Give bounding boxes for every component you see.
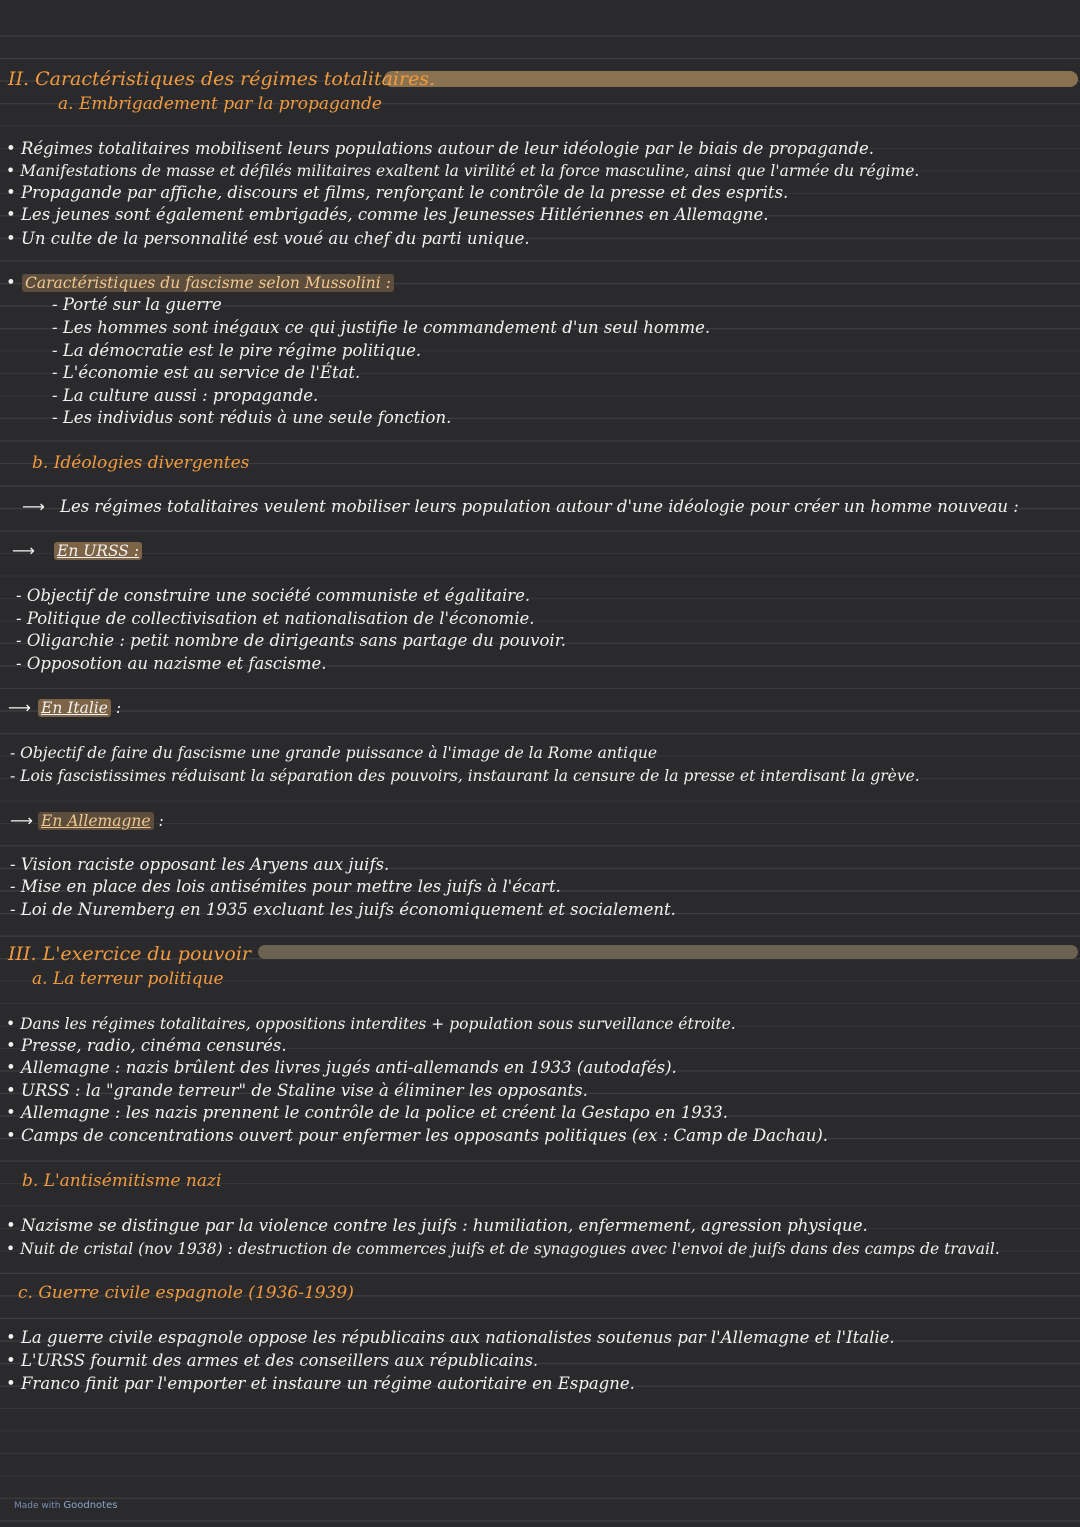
list-item: - Politique de collectivisation et nationalisation de l'économie. <box>16 609 535 628</box>
list-item: • Propagande par affiche, discours et films, renforçant le contrôle de la presse et des esprits. <box>6 183 789 202</box>
arrow-right-icon: ⟶ <box>22 497 45 516</box>
list-item: • Les jeunes sont également embrigadés, comme les Jeunesses Hitlériennes en Allemagne. <box>6 205 769 224</box>
list-item: - Vision raciste opposant les Aryens aux juifs. <box>10 855 390 874</box>
list-item: • L'URSS fournit des armes et des conseillers aux républicains. <box>6 1351 539 1370</box>
list-item: - Porté sur la guerre <box>52 295 222 314</box>
fascism-bullet: • <box>6 273 16 292</box>
list-item: • Presse, radio, cinéma censurés. <box>6 1036 287 1055</box>
list-item: - Objectif de faire du fascisme une grande puissance à l'image de la Rome antique <box>10 744 658 762</box>
list-item: - Loi de Nuremberg en 1935 excluant les juifs économiquement et socialement. <box>10 900 676 919</box>
arrow-right-icon: ⟶ <box>12 541 35 560</box>
list-item: • Nazisme se distingue par la violence contre les juifs : humiliation, enfermement, agression physique. <box>6 1216 868 1235</box>
list-item: - Les individus sont réduis à une seule fonction. <box>52 408 452 427</box>
watermark-prefix: Made with <box>14 1501 61 1511</box>
allemagne-label: En Allemagne : <box>38 810 164 832</box>
list-item: - La culture aussi : propagande. <box>52 386 319 405</box>
section3-sub-b-title: b. L'antisémitisme nazi <box>22 1171 222 1191</box>
list-item: • Un culte de la personnalité est voué au chef du parti unique. <box>6 229 530 248</box>
list-item: • Dans les régimes totalitaires, oppositions interdites + population sous surveillance étroite. <box>6 1015 736 1033</box>
urss-label <box>54 540 142 562</box>
section3-title-highlight <box>258 945 1078 959</box>
italie-label-text: En Italie <box>38 699 111 717</box>
list-item: • Régimes totalitaires mobilisent leurs populations autour de leur idéologie par le biais de propagande. <box>6 139 874 158</box>
arrow-right-icon: ⟶ <box>8 698 31 717</box>
section2-title-highlight <box>384 71 1078 87</box>
list-item: - L'économie est au service de l'État. <box>52 363 361 382</box>
list-item: - Oligarchie : petit nombre de dirigeants sans partage du pouvoir. <box>16 631 567 650</box>
section2-title: II. Caractéristiques des régimes totalitaires. <box>8 68 436 90</box>
list-item: • Franco finit par l'emporter et instaure un régime autoritaire en Espagne. <box>6 1374 635 1393</box>
section2-sub-b-title: b. Idéologies divergentes <box>32 453 250 473</box>
list-item: - Les hommes sont inégaux ce qui justifie le commandement d'un seul homme. <box>52 318 711 337</box>
list-item: • Manifestations de masse et défilés militaires exaltent la virilité et la force masculine, ainsi que l'armée du régime. <box>6 162 920 180</box>
watermark-brand: Goodnotes <box>63 1500 118 1511</box>
allemagne-label-text: En Allemagne <box>38 812 154 830</box>
fascism-label <box>22 272 394 294</box>
list-item: • Nuit de cristal (nov 1938) : destruction de commerces juifs et de synagogues avec l'envoi de juifs dans des camps de travail. <box>6 1240 1000 1258</box>
arrow-right-icon: ⟶ <box>10 811 33 830</box>
list-item: - La démocratie est le pire régime politique. <box>52 341 422 360</box>
italie-label: En Italie : <box>38 697 121 719</box>
section3-sub-a-title: a. La terreur politique <box>32 969 224 989</box>
list-item: • URSS : la "grande terreur" de Staline vise à éliminer les opposants. <box>6 1081 588 1100</box>
list-item: • Allemagne : les nazis prennent le contrôle de la police et créent la Gestapo en 1933. <box>6 1103 729 1122</box>
list-item: • La guerre civile espagnole oppose les républicains aux nationalistes soutenus par l'Allemagne et l'Italie. <box>6 1328 895 1347</box>
list-item: • Allemagne : nazis brûlent des livres jugés anti-allemands en 1933 (autodafés). <box>6 1058 677 1077</box>
section3-title: III. L'exercice du pouvoir <box>8 943 251 965</box>
list-item: • Camps de concentrations ouvert pour enfermer les opposants politiques (ex : Camp de Dachau). <box>6 1126 829 1145</box>
section2-sub-a-title: a. Embrigadement par la propagande <box>58 94 382 114</box>
list-item: - Mise en place des lois antisémites pour mettre les juifs à l'écart. <box>10 877 561 896</box>
section3-sub-c-title: c. Guerre civile espagnole (1936-1939) <box>18 1283 354 1303</box>
fascism-label-text: Caractéristiques du fascisme selon Mussolini : <box>22 274 394 292</box>
list-item: - Objectif de construire une société communiste et égalitaire. <box>16 586 531 605</box>
list-item: - Lois fascistissimes réduisant la séparation des pouvoirs, instaurant la censure de la presse et interdisant la grève. <box>10 767 920 785</box>
list-item: - Opposotion au nazisme et fascisme. <box>16 654 327 673</box>
ideology-intro: Les régimes totalitaires veulent mobiliser leurs population autour d'une idéologie pour créer un homme nouveau : <box>60 497 1019 516</box>
goodnotes-watermark <box>14 1500 117 1511</box>
urss-label-text: En URSS : <box>54 542 142 560</box>
